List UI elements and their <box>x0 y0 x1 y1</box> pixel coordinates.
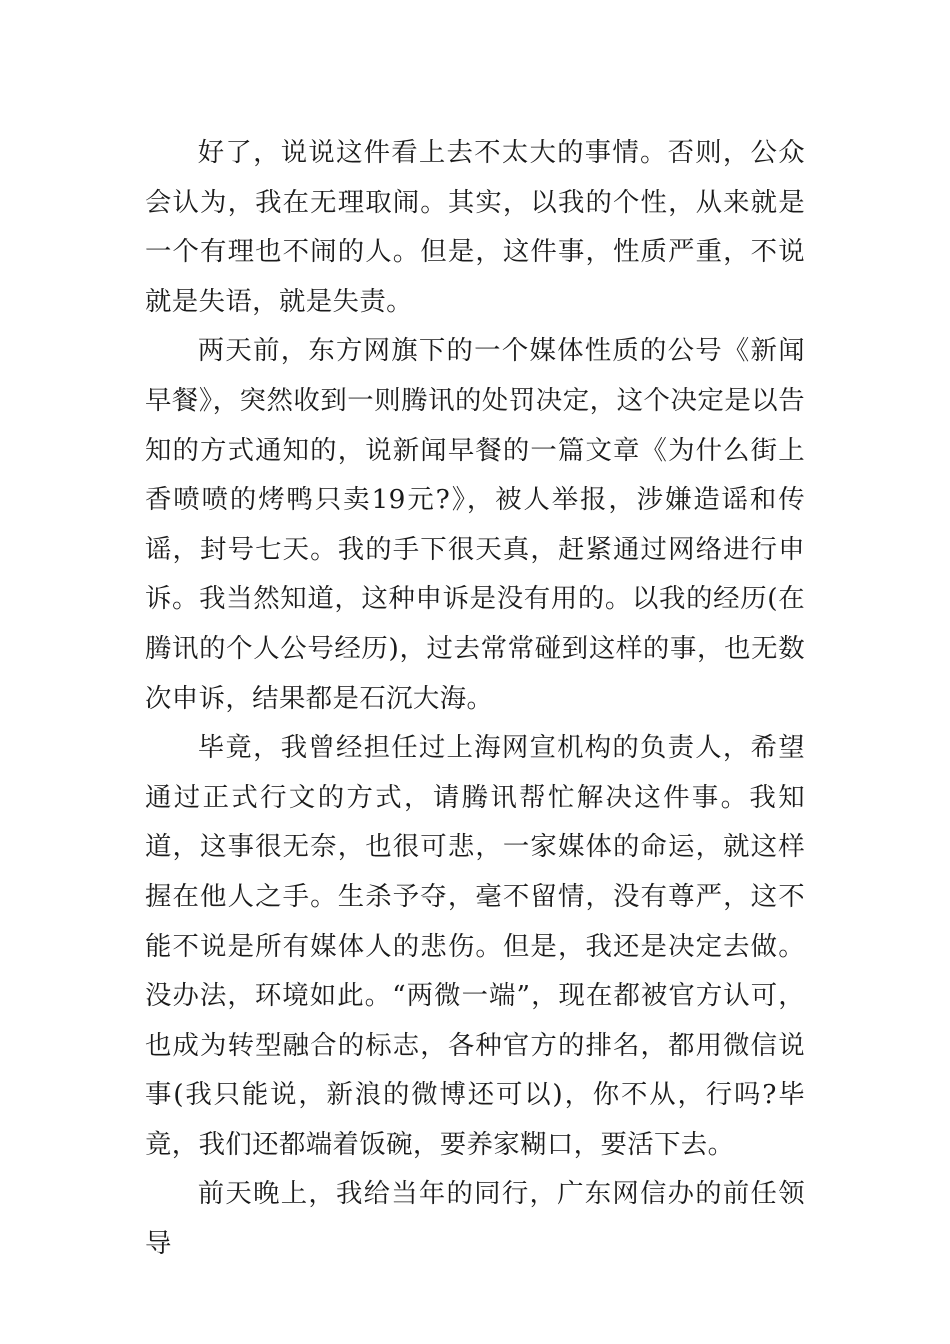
paragraph-3: 毕竟，我曾经担任过上海网宣机构的负责人，希望通过正式行文的方式，请腾讯帮忙解决这件事。我知道，这事很无奈，也很可悲，一家媒体的命运，就这样握在他人之手。生杀予夺，毫不留情，没有尊严，这不能不说是所有媒体人的悲伤。但是，我还是决定去做。没办法，环境如此。“两微一端”，现在都被官方认可，也成为转型融合的标志，各种官方的排名，都用微信说事(我只能说，新浪的微博还可以)，你不从，行吗?毕竟，我们还都端着饭碗，要养家糊口，要活下去。 <box>145 732 805 1160</box>
paragraph-4: 前天晚上，我给当年的同行，广东网信办的前任领导 <box>145 1178 805 1260</box>
paragraph-1: 好了，说说这件看上去不太大的事情。否则，公众会认为，我在无理取闹。其实，以我的个性，从来就是一个有理也不闹的人。但是，这件事，性质严重，不说就是失语，就是失责。 <box>145 137 805 317</box>
paragraph-2: 两天前，东方网旗下的一个媒体性质的公号《新闻早餐》，突然收到一则腾讯的处罚决定，这个决定是以告知的方式通知的，说新闻早餐的一篇文章《为什么街上香喷喷的烤鸭只卖19元?》，被人举报，涉嫌造谣和传谣，封号七天。我的手下很天真，赶紧通过网络进行申诉。我当然知道，这种申诉是没有用的。以我的经历(在腾讯的个人公号经历)，过去常常碰到这样的事，也无数次申诉，结果都是石沉大海。 <box>145 335 805 714</box>
article-body <box>145 128 805 1269</box>
